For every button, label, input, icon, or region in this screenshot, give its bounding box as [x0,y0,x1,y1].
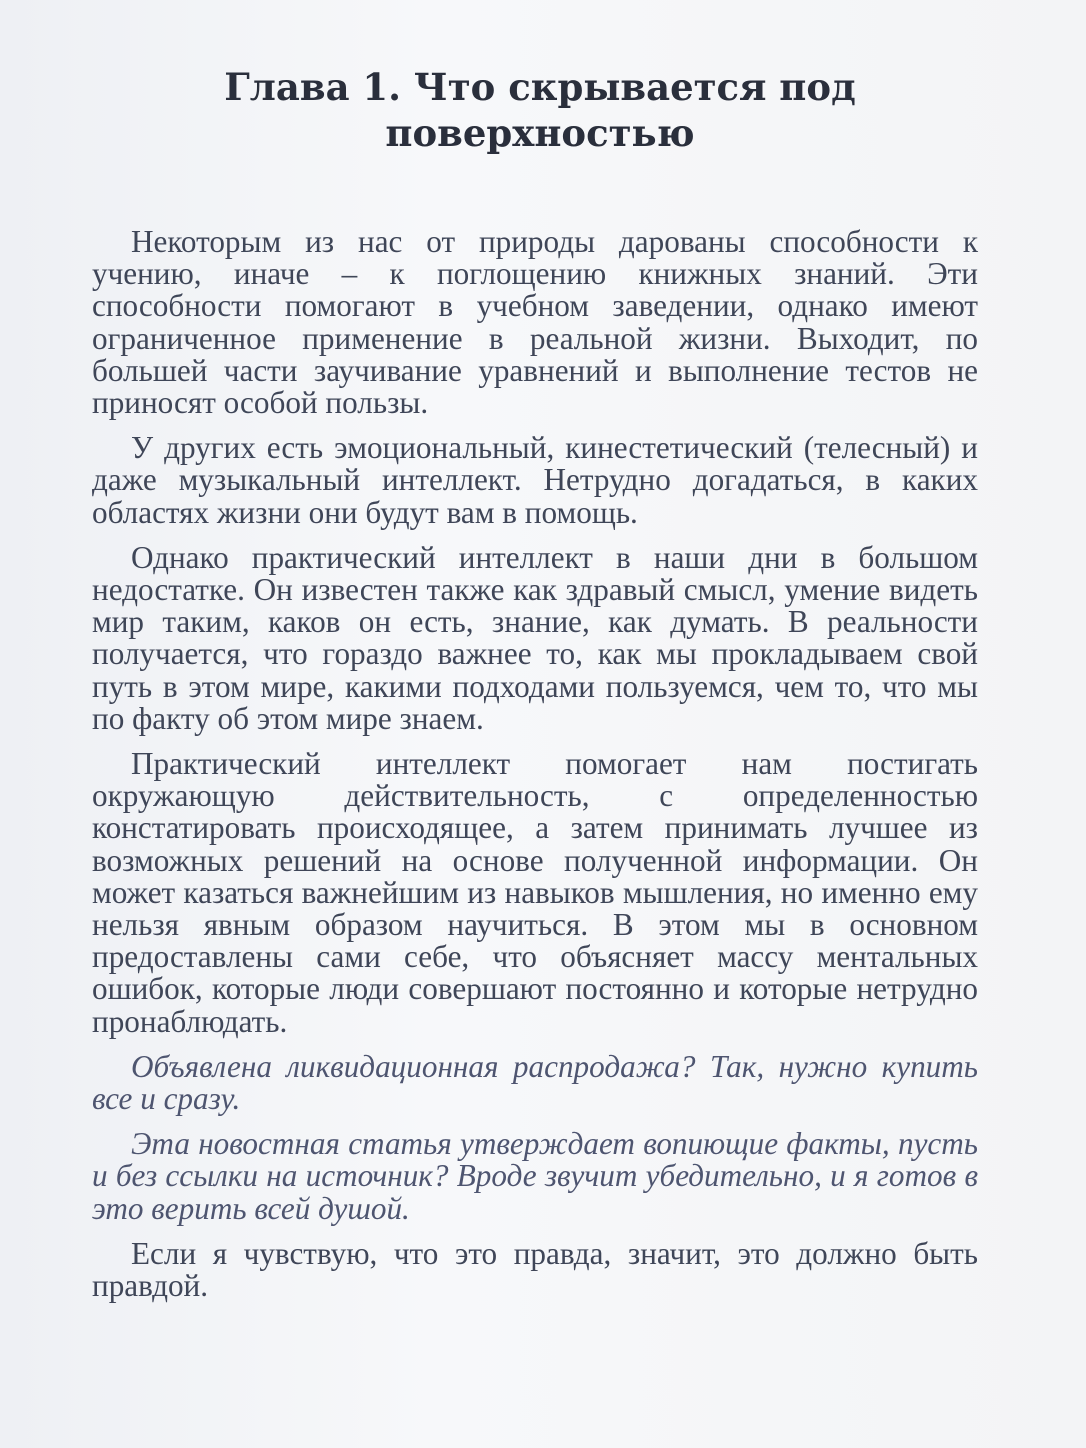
chapter-title-line-1: Глава 1. Что скрывается под [224,65,856,109]
chapter-body [92,226,978,1302]
chapter-title [90,64,990,156]
paragraph-practical-intelligence: Однако практический интеллект в наши дни в большом недостатке. Он известен также как здравый смысл, умение видеть мир таким, каков он есть, знание, как думать. В реальности получается, что гораздо важнее то, как мы прокладываем свой путь в этом мире, какими подходами пользуемся, чем то, что мы по факту об этом мире знаем. [92,539,978,736]
paragraph-other-intelligences: У других есть эмоциональный, кинестетический (телесный) и даже музыкальный интеллект. Нетрудно догадаться, в каких областях жизни они будут вам в помощь. [92,430,978,530]
chapter-title-line-2: поверхностью [385,111,695,155]
example-clearance-sale: Объявлена ликвидационная распродажа? Так, нужно купить все и сразу. [92,1048,978,1117]
example-news-article: Эта новостная статья утверждает вопиющие факты, пусть и без ссылки на источник? Вроде звучит убедительно, и я готов в это верить всей душой. [92,1126,978,1226]
paragraph-feeling-truth: Если я чувствую, что это правда, значит, это должно быть правдой. [92,1235,978,1304]
paragraph-understanding-reality: Практический интеллект помогает нам постигать окружающую действительность, с определенностью констатировать происходящее, а затем принимать лучшее из возможных решений на основе полученной информации. Он может казаться важнейшим из навыков мышления, но именно ему нельзя явным образом научиться. В этом мы в основном предоставлены сами себе, что объясняет массу ментальных ошибок, которые люди совершают постоянно и которые нетрудно пронаблюдать. [92,746,978,1039]
paragraph-learning-abilities: Некоторым из нас от природы дарованы способности к учению, иначе – к поглощению книжных знаний. Эти способности помогают в учебном заведении, однако имеют ограниченное применение в реальной жизни. Выходит, по большей части заучивание уравнений и выполнение тестов не приносят особой пользы. [92,224,978,421]
